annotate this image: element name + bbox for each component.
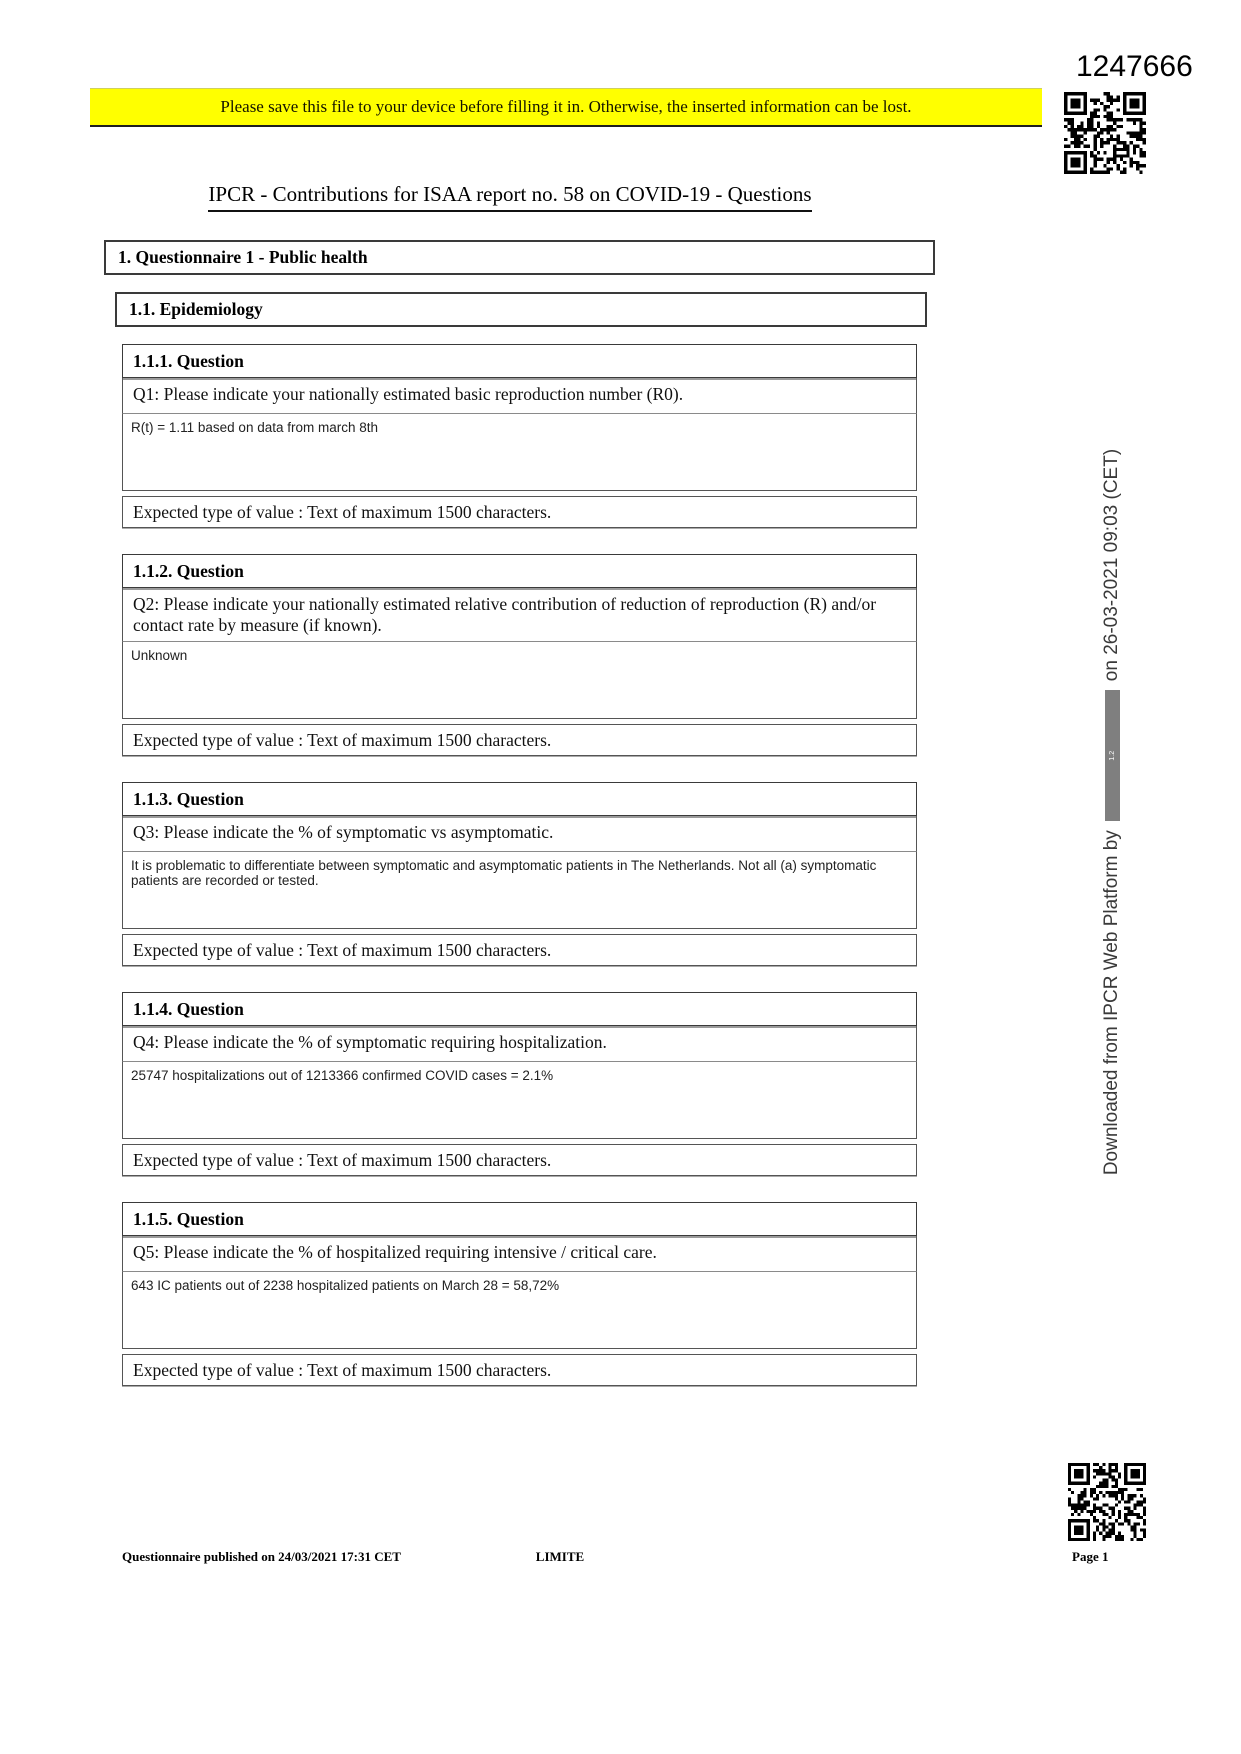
question-text: Q3: Please indicate the % of symptomatic vs asymptomatic. [122,816,917,852]
expected-type-note: Expected type of value : Text of maximum 1500 characters. [122,1354,917,1386]
section-header-questionnaire: 1. Questionnaire 1 - Public health [104,240,935,275]
question-text: Q2: Please indicate your nationally estimated relative contribution of reduction of reproduction (R) and/or contact rate by measure (if known). [122,588,917,642]
redaction-bar [1105,690,1120,821]
question-text: Q4: Please indicate the % of symptomatic requiring hospitalization. [122,1026,917,1062]
redaction-bar-text: 1.2 [1108,750,1116,761]
question-number: 1.1.1. Question [122,344,917,378]
watermark-text-after: on 26-03-2021 09:03 (CET) [1101,448,1122,682]
question-group-5 [122,1202,917,1386]
question-number: 1.1.4. Question [122,992,917,1026]
question-number: 1.1.3. Question [122,782,917,816]
download-watermark [1100,372,1124,1252]
question-text: Q1: Please indicate your nationally estimated basic reproduction number (R0). [122,378,917,414]
expected-type-note: Expected type of value : Text of maximum 1500 characters. [122,1144,917,1176]
answer-field[interactable]: It is problematic to differentiate between symptomatic and asymptomatic patients in The Netherlands. Not all (a) symptomatic patients are recorded or tested. [122,851,917,929]
question-text: Q5: Please indicate the % of hospitalized requiring intensive / critical care. [122,1236,917,1272]
answer-field[interactable]: 25747 hospitalizations out of 1213366 confirmed COVID cases = 2.1% [122,1061,917,1139]
answer-field[interactable]: 643 IC patients out of 2238 hospitalized patients on March 28 = 58,72% [122,1271,917,1349]
question-group-4 [122,992,917,1176]
expected-type-note: Expected type of value : Text of maximum 1500 characters. [122,724,917,756]
question-groups [122,344,917,1412]
question-group-2 [122,554,917,756]
question-number: 1.1.2. Question [122,554,917,588]
qr-code-icon [1068,1463,1146,1541]
page-title: IPCR - Contributions for ISAA report no. 58 on COVID-19 - Questions [85,182,935,207]
footer-page-number: Page 1 [1072,1549,1109,1564]
footer-published: Questionnaire published on 24/03/2021 17:31 CET [122,1549,401,1564]
qr-code-icon [1064,92,1146,174]
qr-code-bottom-icon [1062,1457,1152,1547]
warning-banner [90,88,1042,127]
section-header-epidemiology: 1.1. Epidemiology [115,292,927,327]
question-number: 1.1.5. Question [122,1202,917,1236]
warning-banner-text: Please save this file to your device before filling it in. Otherwise, the inserted information can be lost. [220,97,912,116]
document-number: 1247666 [1076,50,1193,83]
question-group-3 [122,782,917,966]
footer-classification: LIMITE [535,1549,585,1564]
answer-field[interactable]: R(t) = 1.11 based on data from march 8th [122,413,917,491]
watermark-text-before: Downloaded from IPCR Web Platform by [1101,830,1122,1176]
expected-type-note: Expected type of value : Text of maximum 1500 characters. [122,496,917,528]
question-group-1 [122,344,917,528]
qr-code-top-icon [1058,86,1152,180]
answer-field[interactable]: Unknown [122,641,917,719]
expected-type-note: Expected type of value : Text of maximum 1500 characters. [122,934,917,966]
